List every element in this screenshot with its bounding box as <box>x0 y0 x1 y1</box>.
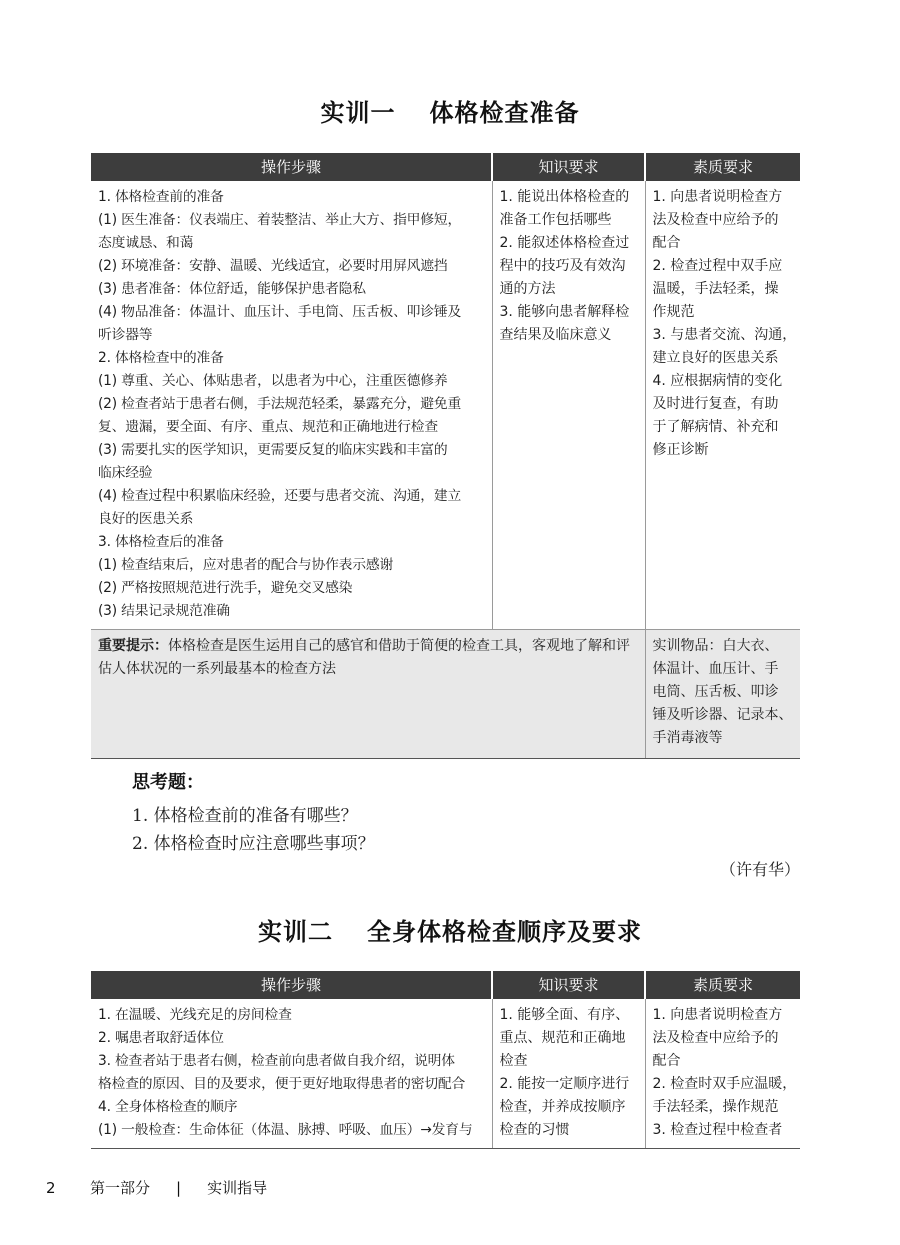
step-line: (4) 检查过程中积累临床经验，还要与患者交流、沟通，建立 <box>98 488 462 504</box>
quality-line: 法及检查中应给予的 <box>652 1030 779 1046</box>
step-line: 1. 体格检查前的准备 <box>98 189 224 205</box>
step-line: (1) 尊重、关心、体贴患者，以患者为中心，注重医德修养 <box>98 373 448 389</box>
header-steps: 操作步骤 <box>91 153 492 181</box>
quality-line: 配合 <box>652 235 681 251</box>
step-line: (2) 环境准备：安静、温暖、光线适宜，必要时用屏风遮挡 <box>98 258 448 274</box>
knowledge-line: 通的方法 <box>499 281 556 297</box>
thinking-title: 思考题： <box>132 772 204 793</box>
footer-part: 第一部分 <box>90 1179 151 1197</box>
step-line: (3) 患者准备：体位舒适，能够保护患者隐私 <box>98 281 366 297</box>
footer-chapter: 实训指导 <box>207 1179 268 1197</box>
header-quality: 素质要求 <box>645 971 800 999</box>
knowledge-line: 检查的习惯 <box>499 1122 570 1138</box>
author: （许有华） <box>719 860 800 879</box>
step-line: 听诊器等 <box>98 327 153 343</box>
step-line: 复、遗漏，要全面、有序、重点、规范和正确地进行检查 <box>98 419 438 435</box>
section2-table <box>91 971 800 1149</box>
knowledge-line: 准备工作包括哪些 <box>499 212 612 228</box>
items-line: 体温计、血压计、手 <box>652 661 779 677</box>
section1-title <box>0 93 900 128</box>
quality-line: 1. 向患者说明检查方 <box>652 1007 783 1023</box>
step-line: (1) 医生准备：仪表端庄、着装整洁、举止大方、指甲修短， <box>98 212 462 228</box>
step-line: 1. 在温暖、光线充足的房间检查 <box>98 1007 292 1023</box>
section2-title <box>0 912 900 947</box>
quality-line: 作规范 <box>652 304 695 320</box>
knowledge-line: 3. 能够向患者解释检 <box>499 304 630 320</box>
step-line: (4) 物品准备：体温计、血压计、手电筒、压舌板、叩诊锤及 <box>98 304 462 320</box>
hint-label: 重要提示： <box>98 638 168 654</box>
items-line: 锤及听诊器、记录本、 <box>652 707 793 723</box>
step-line: 2. 体格检查中的准备 <box>98 350 224 366</box>
step-line: 良好的医患关系 <box>98 511 194 527</box>
header-steps: 操作步骤 <box>91 971 492 999</box>
knowledge-line: 检查，并养成按顺序 <box>499 1099 626 1115</box>
quality-cell <box>645 181 800 630</box>
quality-line: 3. 与患者交流、沟通， <box>652 327 797 343</box>
quality-line: 1. 向患者说明检查方 <box>652 189 783 205</box>
step-line: (1) 一般检查：生命体征（体温、脉搏、呼吸、血压）→发育与 <box>98 1122 473 1138</box>
quality-line: 配合 <box>652 1053 681 1069</box>
step-line: (2) 严格按照规范进行洗手，避免交叉感染 <box>98 580 353 596</box>
quality-line: 4. 应根据病情的变化 <box>652 373 783 389</box>
step-line: 态度诚恳、和蔼 <box>98 235 194 251</box>
quality-line: 温暖，手法轻柔，操 <box>652 281 779 297</box>
training-items <box>645 630 800 759</box>
section1-body-row <box>91 181 800 630</box>
quality-line: 及时进行复查，有助 <box>652 396 779 412</box>
header-knowledge: 知识要求 <box>492 153 645 181</box>
section2-title-number: 实训二 <box>258 918 333 946</box>
knowledge-line: 1. 能够全面、有序、 <box>499 1007 630 1023</box>
steps-cell <box>91 181 492 630</box>
quality-line: 手法轻柔，操作规范 <box>652 1099 779 1115</box>
thinking-question-1: 1. 体格检查前的准备有哪些？ <box>132 806 358 826</box>
step-line: 3. 体格检查后的准备 <box>98 534 224 550</box>
section1-title-number: 实训一 <box>320 99 396 127</box>
important-hint <box>91 630 645 759</box>
knowledge-line: 2. 能按一定顺序进行 <box>499 1076 630 1092</box>
quality-line: 2. 检查过程中双手应 <box>652 258 783 274</box>
step-line: (2) 检查者站于患者右侧，手法规范轻柔，暴露充分，避免重 <box>98 396 462 412</box>
knowledge-cell <box>492 999 645 1149</box>
quality-line: 2. 检查时双手应温暖， <box>652 1076 797 1092</box>
section2-header-row <box>91 971 800 999</box>
section1-title-text: 体格检查准备 <box>429 99 580 127</box>
step-line: (3) 需要扎实的医学知识，更需要反复的临床实践和丰富的 <box>98 442 448 458</box>
section1-header-row <box>91 153 800 181</box>
items-line: 实训物品：白大衣、 <box>652 638 779 654</box>
page-number: 2 <box>46 1179 56 1197</box>
footer-separator: | <box>176 1179 182 1197</box>
step-line: 4. 全身体格检查的顺序 <box>98 1099 238 1115</box>
hint-text: 体格检查是医生运用自己的感官和借助于简便的检查工具，客观地了解和评估人体状况的一系列最基本的检查方法 <box>98 638 630 677</box>
section2-title-text: 全身体格检查顺序及要求 <box>367 918 642 946</box>
step-line: (1) 检查结束后，应对患者的配合与协作表示感谢 <box>98 557 394 573</box>
page-footer <box>46 1177 267 1198</box>
knowledge-cell <box>492 181 645 630</box>
quality-line: 建立良好的医患关系 <box>652 350 779 366</box>
quality-cell <box>645 999 800 1149</box>
header-knowledge: 知识要求 <box>492 971 645 999</box>
header-quality: 素质要求 <box>645 153 800 181</box>
knowledge-line: 程中的技巧及有效沟 <box>499 258 626 274</box>
knowledge-line: 查结果及临床意义 <box>499 327 612 343</box>
step-line: 3. 检查者站于患者右侧，检查前向患者做自我介绍，说明体 <box>98 1053 455 1069</box>
step-line: 2. 嘱患者取舒适体位 <box>98 1030 224 1046</box>
knowledge-line: 检查 <box>499 1053 528 1069</box>
items-line: 电筒、压舌板、叩诊 <box>652 684 779 700</box>
step-line: 临床经验 <box>98 465 153 481</box>
steps-cell <box>91 999 492 1149</box>
quality-line: 修正诊断 <box>652 442 709 458</box>
section1-table <box>91 153 800 759</box>
step-line: (3) 结果记录规范准确 <box>98 603 230 619</box>
items-line: 手消毒液等 <box>652 730 723 746</box>
knowledge-line: 2. 能叙述体格检查过 <box>499 235 630 251</box>
section1-hint-row <box>91 630 800 759</box>
knowledge-line: 重点、规范和正确地 <box>499 1030 626 1046</box>
quality-line: 于了解病情、补充和 <box>652 419 779 435</box>
section2-body-row <box>91 999 800 1149</box>
quality-line: 法及检查中应给予的 <box>652 212 779 228</box>
knowledge-line: 1. 能说出体格检查的 <box>499 189 630 205</box>
quality-line: 3. 检查过程中检查者 <box>652 1122 783 1138</box>
step-line: 格检查的原因、目的及要求，便于更好地取得患者的密切配合 <box>98 1076 466 1092</box>
thinking-question-2: 2. 体格检查时应注意哪些事项？ <box>132 834 375 854</box>
